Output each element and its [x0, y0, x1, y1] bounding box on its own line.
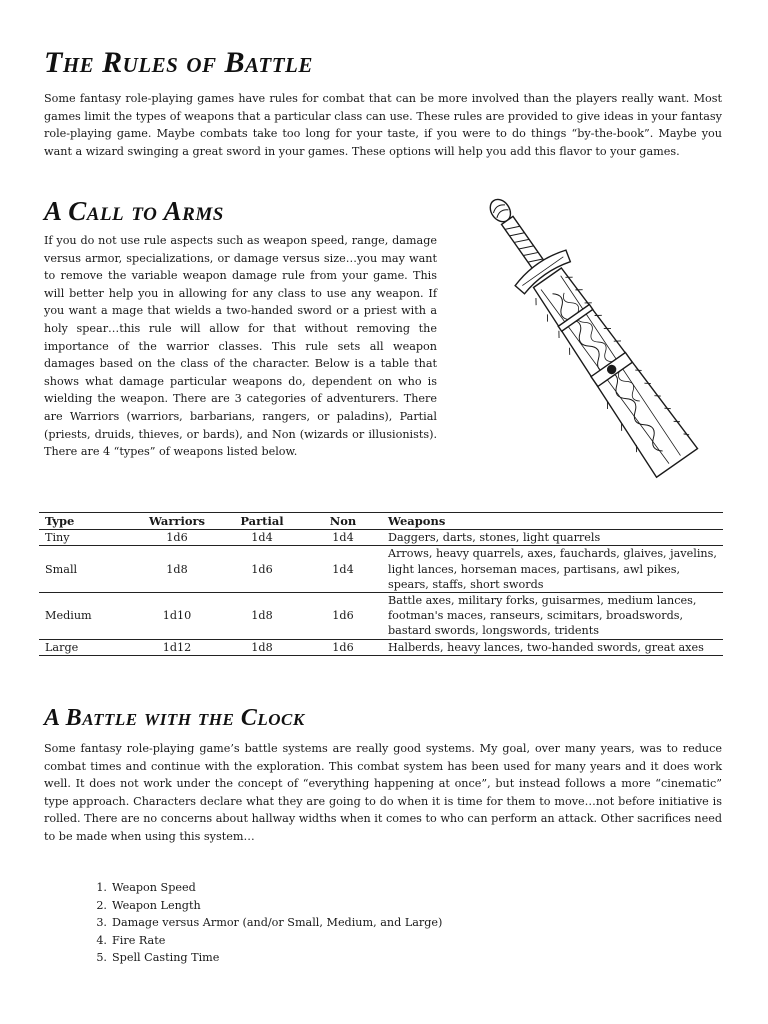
list-number: 1.	[96, 881, 107, 894]
column-header-non: Non	[304, 513, 382, 530]
list-text: Weapon Speed	[112, 881, 196, 894]
list-item	[96, 949, 442, 967]
list-item	[96, 932, 442, 950]
sword-illustration	[446, 190, 736, 490]
cell-partial: 1d4	[220, 530, 304, 546]
cell-warriors: 1d6	[134, 530, 220, 546]
cell-weapons: Halberds, heavy lances, two-handed swords, great axes	[382, 639, 723, 655]
cell-type: Tiny	[39, 530, 134, 546]
list-text: Weapon Length	[112, 898, 201, 912]
list-number: 3.	[96, 916, 107, 930]
list-item	[96, 897, 442, 915]
cell-weapons: Battle axes, military forks, guisarmes, medium lances, footman's maces, ranseurs, scimitars, broadswords, bastard swords, longswords, tridents	[382, 593, 723, 640]
cell-type: Large	[39, 639, 134, 655]
column-header-partial: Partial	[220, 513, 304, 530]
column-header-weapons: Weapons	[382, 513, 723, 530]
list-number: 5.	[96, 951, 107, 965]
cell-non: 1d6	[304, 639, 382, 655]
cell-weapons: Daggers, darts, stones, light quarrels	[382, 530, 723, 546]
list-text: Spell Casting Time	[112, 951, 220, 965]
list-text: Damage versus Armor (and/or Small, Medium, and Large)	[112, 916, 443, 930]
cell-non: 1d4	[304, 546, 382, 593]
page-title: The Rules of Battle	[44, 46, 313, 79]
table-row	[39, 546, 723, 593]
list-text: Fire Rate	[112, 933, 166, 947]
cell-warriors: 1d10	[134, 593, 220, 640]
table-header-row	[39, 513, 723, 530]
list-item	[96, 914, 443, 932]
cell-partial: 1d6	[220, 546, 304, 593]
cell-type: Medium	[39, 593, 134, 640]
cell-warriors: 1d12	[134, 639, 220, 655]
cell-non: 1d4	[304, 530, 382, 546]
table-row	[39, 639, 723, 655]
battle-with-clock-paragraph: Some fantasy role-playing game’s battle systems are really good systems. My goal, over many years, was to reduce combat times and continue with the exploration. This combat system has been used for many years and it does work well. It does not work under the concept of “everything happening at once”, but instead follows a more “cinematic” type approach. Characters declare what they are going to do when it is time for them to move…not before initiative is rolled. There are no concerns about hallway widths when it comes to who can perform an attack. Other sacrifices need to be made when using this system…	[44, 742, 722, 843]
list-number: 4.	[96, 933, 107, 947]
cell-type: Small	[39, 546, 134, 593]
sacrifices-list	[96, 879, 443, 967]
call-to-arms-paragraph: If you do not use rule aspects such as weapon speed, range, damage versus armor, specializations, or damage versus size…you may want to remove the variable weapon damage rule from your game. This will better help you in allowing for any class to use any weapon. If you want a mage that wields a two-handed sword or a priest with a holy spear…this rule will allow for that without removing the importance of the warrior classes. This rule sets all weapon damages based on the class of the character. Below is a table that shows what damage particular weapons do, dependent on who is wielding the weapon. There are 3 categories of adventurers. There are Warriors (warriors, barbarians, rangers, or paladins), Partial (priests, druids, thieves, or bards), and Non (wizards or illusionists). There are 4 “types” of weapons listed below.	[44, 234, 437, 459]
weapon-damage-table	[39, 512, 723, 656]
cell-weapons: Arrows, heavy quarrels, axes, fauchards, glaives, javelins, light lances, horseman maces, partisans, awl pikes, spears, staffs, short swords	[382, 546, 723, 593]
cell-non: 1d6	[304, 593, 382, 640]
list-item	[96, 879, 442, 897]
cell-partial: 1d8	[220, 639, 304, 655]
table-row	[39, 530, 723, 546]
table-row	[39, 593, 723, 640]
intro-paragraph: Some fantasy role-playing games have rules for combat that can be more involved than the players really want. Most games limit the types of weapons that a particular class can use. These rules are provided to give ideas in your fantasy role-playing game. Maybe combats take too long for your taste, if you were to do things “by-the-book”. Maybe you want a wizard swinging a great sword in your games. These options will help you add this flavor to your games.	[44, 92, 722, 158]
cell-warriors: 1d8	[134, 546, 220, 593]
column-header-warriors: Warriors	[134, 513, 220, 530]
section-heading-call-to-arms: A Call to Arms	[44, 196, 224, 226]
cell-partial: 1d8	[220, 593, 304, 640]
section-heading-battle-with-clock: A Battle with the Clock	[44, 705, 305, 731]
list-number: 2.	[96, 898, 107, 912]
column-header-type: Type	[39, 513, 134, 530]
